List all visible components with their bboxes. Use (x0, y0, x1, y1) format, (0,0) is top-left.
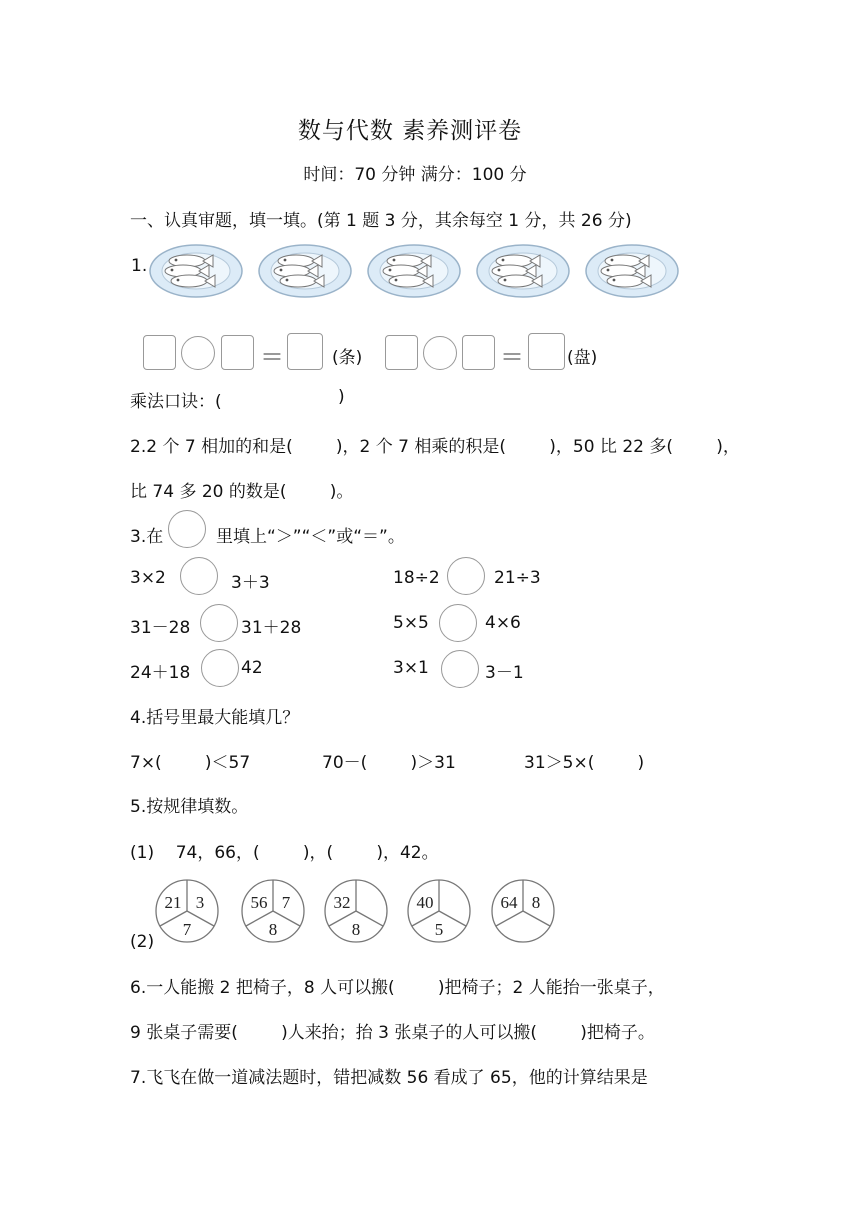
q5-title: 5.按规律填数。 (130, 797, 249, 817)
q4-item-a: 7×( )＜57 (130, 753, 251, 773)
answer-box[interactable] (221, 335, 254, 370)
number-wheel (154, 878, 220, 944)
unit-fish: (条) (332, 348, 363, 368)
wheel-value-b: 7 (281, 893, 291, 912)
compare-circle (168, 510, 206, 548)
compare-right: 3＋3 (231, 573, 270, 593)
compare-circle[interactable] (447, 557, 485, 595)
q4-title: 4.括号里最大能填几？ (130, 708, 300, 728)
compare-left: 3×2 (130, 568, 166, 588)
compare-left: 5×5 (393, 613, 429, 633)
q5-part1: (1) 74，66，( )，( )，42。 (130, 843, 439, 863)
q3-instruction: 里填上“＞”“＜”或“＝”。 (216, 527, 405, 547)
q1-label: 1. (131, 256, 148, 276)
q2-line1: 2.2 个 7 相加的和是( )，2 个 7 相乘的积是( )，50 比 22 多( )， (130, 437, 740, 457)
q2-line2: 比 74 多 20 的数是( )。 (130, 482, 354, 502)
q6-line1: 6.一人能搬 2 把椅子，8 人可以搬( )把椅子；2 人能抬一张桌子， (130, 978, 665, 998)
compare-circle[interactable] (201, 649, 239, 687)
fish-plate-image (367, 243, 461, 299)
q5-part2-label: (2) (130, 932, 155, 952)
page-title: 数与代数 素养测评卷 (297, 118, 523, 144)
fish-plate-image (149, 243, 243, 299)
wheel-value-a: 21 (164, 893, 182, 912)
wheel-value-c: 5 (434, 920, 444, 939)
q7-line1: 7.飞飞在做一道减法题时，错把减数 56 看成了 65，他的计算结果是 (130, 1068, 648, 1088)
q6-line2: 9 张桌子需要( )人来抬；抬 3 张桌子的人可以搬( )把椅子。 (130, 1023, 655, 1043)
fish-plate-image (258, 243, 352, 299)
fish-plate-image (476, 243, 570, 299)
compare-left: 18÷2 (393, 568, 440, 588)
unit-plate: (盘) (567, 348, 598, 368)
compare-left: 24＋18 (130, 663, 191, 683)
fish-plate-image (585, 243, 679, 299)
operator-circle[interactable] (423, 336, 457, 370)
equals-sign: ＝ (500, 343, 524, 371)
mnemonic-label: 乘法口诀：( (130, 392, 222, 412)
q4-item-c: 31＞5×( ) (524, 753, 645, 773)
number-wheel (323, 878, 389, 944)
answer-box[interactable] (528, 333, 565, 370)
compare-circle[interactable] (439, 604, 477, 642)
wheel-value-a: 64 (500, 893, 518, 912)
compare-right: 21÷3 (494, 568, 541, 588)
wheel-value-c: 8 (268, 920, 278, 939)
q3-prefix: 3.在 (130, 527, 164, 547)
number-wheel (490, 878, 556, 944)
equals-sign: ＝ (260, 343, 284, 371)
compare-circle[interactable] (180, 557, 218, 595)
answer-box[interactable] (385, 335, 418, 370)
compare-right: 3－1 (485, 663, 524, 683)
answer-box[interactable] (143, 335, 176, 370)
mnemonic-close: ) (338, 387, 345, 407)
compare-circle[interactable] (441, 650, 479, 688)
q4-item-b: 70－( )＞31 (322, 753, 456, 773)
wheel-value-b: 3 (195, 893, 205, 912)
compare-left: 3×1 (393, 658, 429, 678)
answer-box[interactable] (462, 335, 495, 370)
section-heading: 一、认真审题，填一填。(第 1 题 3 分，其余每空 1 分，共 26 分) (130, 211, 632, 231)
operator-circle[interactable] (181, 336, 215, 370)
wheel-value-a: 40 (416, 893, 434, 912)
compare-right: 42 (241, 658, 263, 678)
compare-right: 4×6 (485, 613, 521, 633)
wheel-value-c: 8 (351, 920, 361, 939)
compare-circle[interactable] (200, 604, 238, 642)
number-wheel (406, 878, 472, 944)
wheel-value-c: 7 (182, 920, 192, 939)
compare-left: 31－28 (130, 618, 191, 638)
wheel-value-a: 56 (250, 893, 268, 912)
wheel-value-a: 32 (333, 893, 351, 912)
compare-right: 31＋28 (241, 618, 302, 638)
exam-info: 时间：70 分钟 满分：100 分 (303, 165, 527, 185)
number-wheel (240, 878, 306, 944)
wheel-value-b: 8 (531, 893, 541, 912)
answer-box[interactable] (287, 333, 323, 370)
